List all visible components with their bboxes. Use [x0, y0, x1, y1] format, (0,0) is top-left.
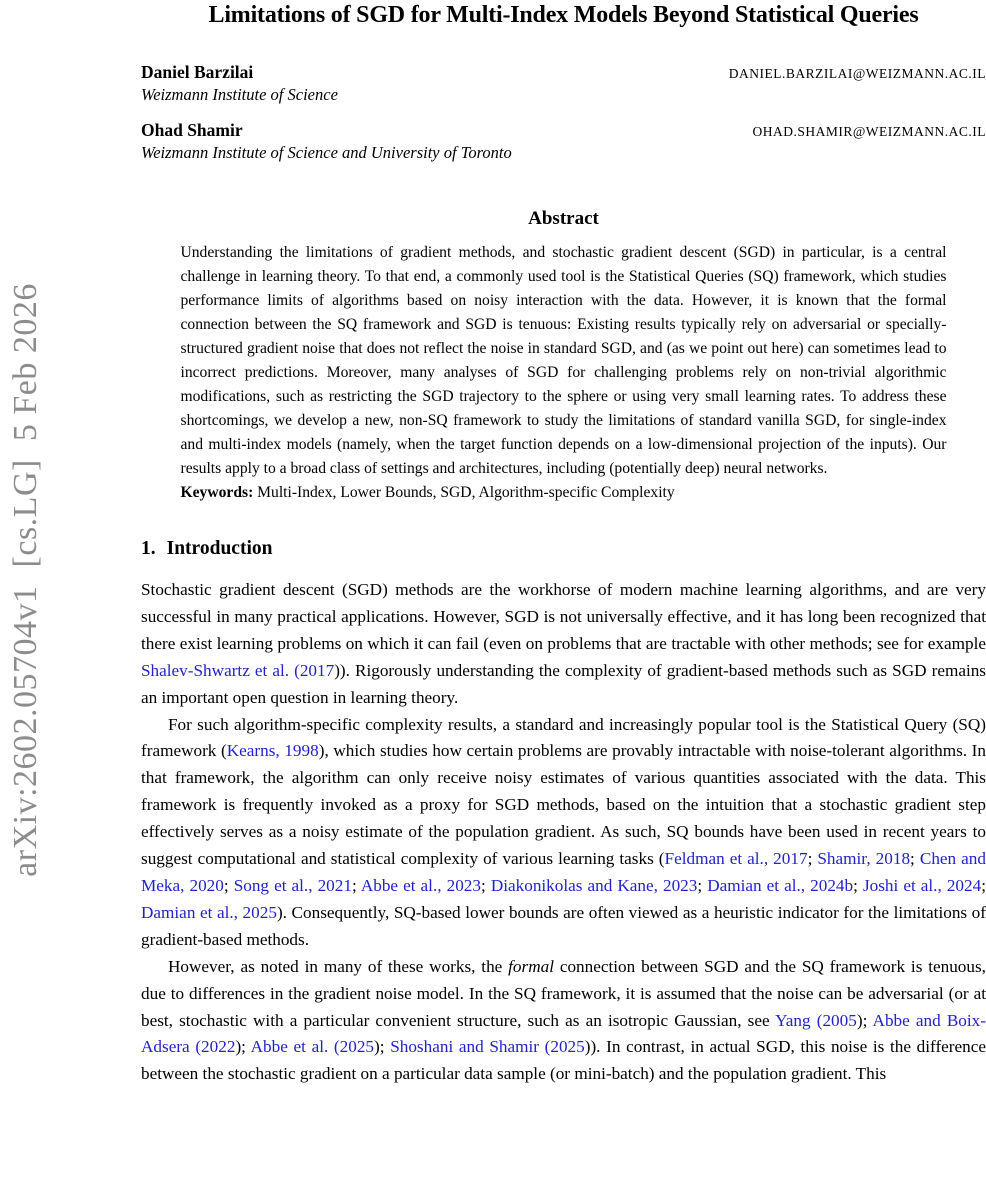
citation-link[interactable]: Damian et al., 2025 [141, 902, 277, 922]
intro-paragraph-3 [141, 954, 986, 1089]
keywords-label: Keywords: [180, 484, 254, 501]
citation-link[interactable]: Diakonikolas and Kane, 2023 [490, 875, 698, 895]
arxiv-watermark: arXiv:2602.05704v1 [cs.LG] 5 Feb 2026 [7, 283, 44, 877]
body-text: ; [480, 875, 491, 895]
citation-link[interactable]: Shoshani and Shamir (2025 [390, 1037, 585, 1057]
section-title: Introduction [166, 538, 273, 559]
paper-content [141, 0, 986, 1088]
section-number: 1. [141, 538, 156, 559]
body-text: ); [235, 1037, 251, 1057]
author-name: Ohad Shamir [141, 120, 243, 140]
citation-link[interactable]: Song et al., 2021 [233, 875, 352, 895]
author-block [141, 120, 986, 163]
citation-link[interactable]: Kearns, 1998 [226, 741, 319, 761]
body-text: ; [981, 875, 986, 895]
body-text: ). Consequently, SQ-based lower bounds are often viewed as a heuristic indicator for the limitations of gradient-based methods. [141, 902, 986, 949]
intro-paragraph-2 [141, 712, 986, 954]
author-email: OHAD.SHAMIR@WEIZMANN.AC.IL [752, 124, 986, 139]
citation-link[interactable]: Abbe and Boix-Adsera (2022 [141, 1010, 986, 1057]
citation-link[interactable]: Damian et al., 2024b [707, 875, 854, 895]
paper-title: Limitations of SGD for Multi-Index Models Beyond Statistical Queries [208, 2, 919, 28]
body-text: connection between SGD and the SQ framework is tenuous, due to differences in the gradient noise model. In the SQ framework, it is assumed that the noise can be adversarial (or at best, stochastic with a particular convenient structure, such as an isotropic Gaussian, see [141, 956, 986, 1030]
author-affiliation: Weizmann Institute of Science [141, 85, 338, 104]
citation-link[interactable]: Joshi et al., 2024 [862, 875, 982, 895]
body-text: ), which studies how certain problems are provably intractable with noise-tolerant algorithms. In that framework, the algorithm can only receive noisy estimates of various quantities associated with the data. This framework is frequently invoked as a proxy for SGD methods, based on the intuition that a stochastic gradient step effectively serves as a noisy estimate of the population gradient. As such, SQ bounds have been used in recent years to suggest computational and statistical complexity of various learning tasks ( [141, 741, 986, 869]
abstract-text: Understanding the limitations of gradient methods, and stochastic gradient descent (SGD) in particular, is a central challenge in learning theory. To that end, a commonly used tool is the Statistical Queries (SQ) framework, which studies performance limits of algorithms based on noisy interaction with the data. However, it is known that the formal connection between the SQ framework and SGD is tenuous: Existing results typically rely on adversarial or specially-structured gradient noise that does not reflect the noise in standard SGD, and (as we point out here) can sometimes lead to incorrect predictions. Moreover, many analyses of SGD for challenging problems rely on non-trivial algorithmic modifications, such as restricting the SGD trajectory to the sphere or using very small learning rates. To address these shortcomings, we develop a new, non-SQ framework to study the limitations of standard vanilla SGD, for single-index and multi-index models (namely, when the target function depends on a low-dimensional projection of the inputs). Our results apply to a broad class of settings and architectures, including (potentially deep) neural networks. [180, 244, 947, 477]
citation-link[interactable]: Shamir, 2018 [817, 849, 911, 869]
body-text: ; [910, 849, 920, 869]
author-section [141, 62, 986, 163]
body-text: ; [697, 875, 708, 895]
body-text: However, as noted in many of these works, the [168, 956, 509, 976]
citation-link[interactable]: Abbe et al., 2023 [360, 875, 481, 895]
keywords-line [181, 481, 947, 505]
body-text: For such algorithm-specific complexity results, a standard and increasingly popular tool is the Statistical Query (SQ) framework ( [141, 714, 986, 761]
author-block [141, 62, 986, 105]
citation-link[interactable]: Abbe et al. (2025 [250, 1037, 375, 1057]
body-text: ; [223, 875, 234, 895]
body-text: Stochastic gradient descent (SGD) methods are the workhorse of modern machine learning algorithms, and are very successful in many practical applications. However, SGD is not universally effective, and it has long been recognized that there exist learning problems on which it can fail (even on problems that are tractable with other methods; see for example [141, 580, 986, 653]
body-text: ); [856, 1010, 873, 1030]
emphasized-text: formal [508, 956, 554, 976]
citation-link[interactable]: Shalev-Shwartz et al. (2017 [141, 660, 335, 680]
body-text: ); [374, 1037, 391, 1057]
body-text: )). Rigorously understanding the complexity of gradient-based methods such as SGD remains an important open question in learning theory. [141, 660, 986, 707]
body-text: )). In contrast, in actual SGD, this noise is the difference between the stochastic gradient on a particular data sample (or mini-batch) and the population gradient. This [141, 1037, 986, 1084]
author-affiliation: Weizmann Institute of Science and University of Toronto [141, 143, 512, 162]
author-name: Daniel Barzilai [141, 62, 254, 82]
citation-link[interactable]: Yang (2005 [775, 1010, 857, 1030]
keywords-text: Multi-Index, Lower Bounds, SGD, Algorithm-specific Complexity [253, 484, 675, 501]
body-text: ; [853, 875, 863, 895]
body-text: ; [351, 875, 361, 895]
author-email: DANIEL.BARZILAI@WEIZMANN.AC.IL [728, 66, 986, 81]
intro-paragraph-1 [141, 577, 986, 712]
abstract-heading: Abstract [528, 208, 599, 229]
citation-link[interactable]: Chen and Meka, 2020 [141, 849, 986, 895]
citation-link[interactable]: Feldman et al., 2017 [664, 849, 808, 869]
section-heading-introduction [141, 538, 986, 560]
body-text: ; [807, 849, 818, 869]
